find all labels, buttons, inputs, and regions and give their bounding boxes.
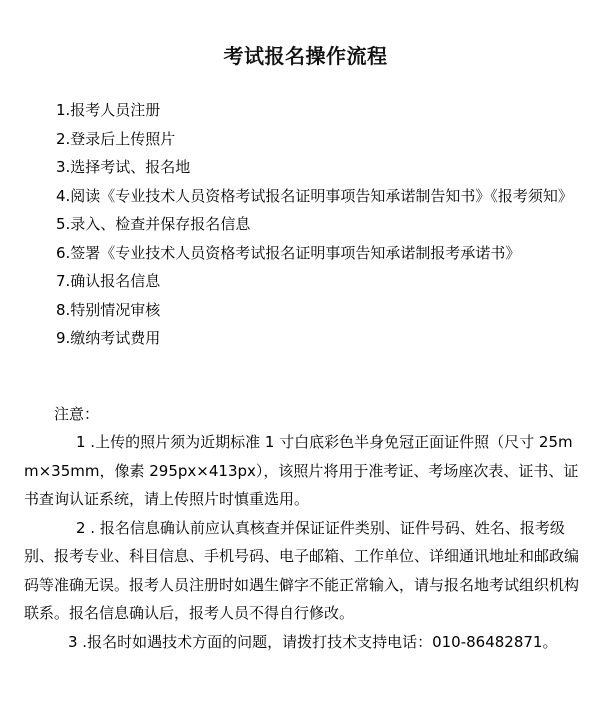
step-item: 3.选择考试、报名地 <box>56 158 191 176</box>
step-item: 9.缴纳考试费用 <box>56 329 161 347</box>
process-steps-list <box>24 96 594 353</box>
note-paragraph: 1 .上传的照片须为近期标准 1 寸白底彩色半身免冠正面证件照（尺寸 25mm×35mm，像素 295px×413px），该照片将用于准考证、考场座次表、证书、证书查询认证系统，请上传照片时慎重选用。 <box>24 433 579 508</box>
step-item: 4.阅读《专业技术人员资格考试报名证明事项告知承诺制告知书》《报考须知》 <box>56 186 573 205</box>
step-item: 1.报考人员注册 <box>56 101 161 119</box>
note-paragraph: 2 . 报名信息确认前应认真核查并保证证件类别、证件号码、姓名、报考级别、报考专业、科目信息、手机号码、电子邮箱、工作单位、详细通讯地址和邮政编码等准确无误。报考人员注册时如遇生僻字不能正常输入，请与报名地考试组织机构联系。报名信息确认后，报考人员不得自行修改。 <box>24 518 580 622</box>
page-title: 考试报名操作流程 <box>223 44 388 68</box>
notes-heading: 注意： <box>54 405 100 423</box>
step-item: 7.确认报名信息 <box>56 272 161 290</box>
step-item: 5.录入、检查并保存报名信息 <box>56 215 251 233</box>
note-paragraph: 3 .报名时如遇技术方面的问题，请拨打技术支持电话：010-86482871。 <box>68 632 558 651</box>
notes-section <box>24 428 586 656</box>
step-item: 6.签署《专业技术人员资格考试报名证明事项告知承诺制报考承诺书》 <box>56 243 521 262</box>
step-item: 8.特别情况审核 <box>56 300 161 319</box>
step-item: 2.登录后上传照片 <box>56 129 176 148</box>
